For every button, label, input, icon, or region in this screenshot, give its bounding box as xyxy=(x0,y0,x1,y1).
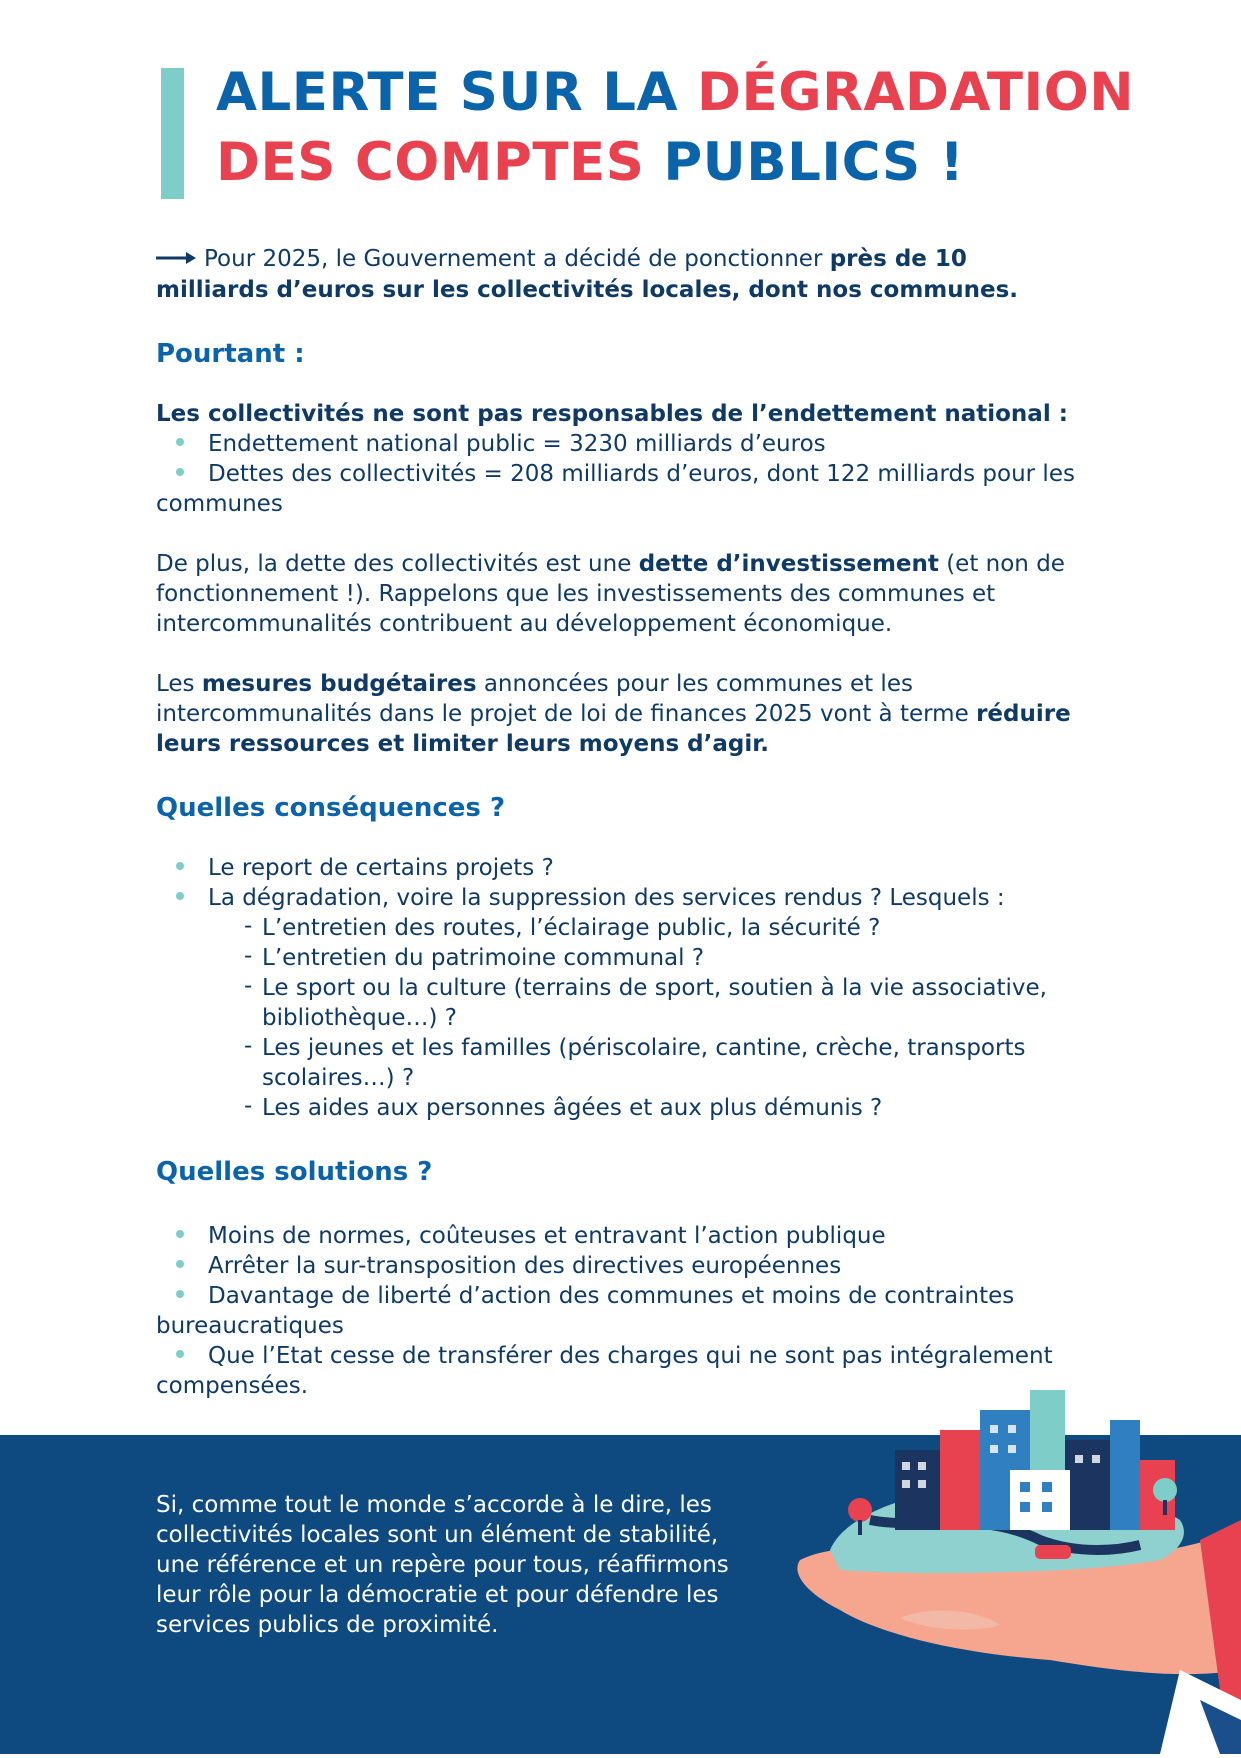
page-title: ALERTE SUR LA DÉGRADATION DES COMPTES PUBLICS ! xyxy=(216,62,1135,193)
sub-list-item: - Les jeunes et les familles (périscolaire, cantine, crèche, transports scolaires…) ? xyxy=(244,1032,1026,1091)
investment-paragraph: De plus, la dette des collectivités est une dette d’investissement (et non de fonctionnement !). Rappelons que les investissements des communes et intercommunalités contribuent au développement économique. xyxy=(156,550,1065,637)
bullet-icon xyxy=(176,892,184,900)
title-accent-bar xyxy=(161,68,184,199)
list-item: Moins de normes, coûteuses et entravant l’action publique xyxy=(156,1221,1076,1251)
pourtant-heading: Pourtant : xyxy=(156,338,305,369)
bullet-icon xyxy=(176,1260,184,1268)
intro-paragraph: Pour 2025, le Gouvernement a décidé de ponctionner près de 10 milliards d’euros sur les collectivités locales, dont nos communes. xyxy=(156,244,1076,305)
consequences-heading: Quelles conséquences ? xyxy=(156,792,506,823)
main-content xyxy=(156,244,1076,1401)
budget-paragraph: Les mesures budgétaires annoncées pour les communes et les intercommunalités dans le projet de loi de finances 2025 vont à terme réduire leurs ressources et limiter leurs moyens d’agir. xyxy=(156,670,1071,757)
sub-list-item: - Les aides aux personnes âgées et aux plus démunis ? xyxy=(244,1092,883,1121)
responsibility-statement: Les collectivités ne sont pas responsables de l’endettement national : xyxy=(156,400,1068,427)
bullet-icon xyxy=(176,1230,184,1238)
list-item: Dettes des collectivités = 208 milliards d’euros, dont 122 milliards pour les communes xyxy=(156,460,1075,517)
footer-text: Si, comme tout le monde s’accorde à le dire, les collectivités locales sont un élément de stabilité, une référence et un repère pour tous, réaffirmons leur rôle pour la démocratie et pour défendre les services publics de proximité. xyxy=(156,1492,729,1638)
city-in-hand-illustration xyxy=(780,1370,1241,1758)
list-item: Que l’Etat cesse de transférer des charges qui ne sont pas intégralement compensées. xyxy=(156,1342,1053,1399)
list-item: Arrêter la sur-transposition des directives européennes xyxy=(156,1251,1076,1281)
bullet-icon xyxy=(176,1290,184,1298)
solutions-heading: Quelles solutions ? xyxy=(156,1156,433,1187)
list-item: Davantage de liberté d’action des communes et moins de contraintes bureaucratiques xyxy=(156,1282,1015,1339)
bullet-icon xyxy=(176,1350,184,1358)
bullet-icon xyxy=(176,468,184,476)
sub-list-item: - L’entretien du patrimoine communal ? xyxy=(244,942,705,971)
right-arrow-icon xyxy=(156,242,196,272)
sub-list-item: - L’entretien des routes, l’éclairage public, la sécurité ? xyxy=(244,912,881,941)
consequences-list xyxy=(156,853,1076,1123)
list-item: Le report de certains projets ? xyxy=(156,853,1076,883)
sub-list-item: - Le sport ou la culture (terrains de sport, soutien à la vie associative, bibliothèque…) ? xyxy=(244,972,1047,1031)
bullet-icon xyxy=(176,438,184,446)
bullet-icon xyxy=(176,862,184,870)
list-item: Endettement national public = 3230 milliards d’euros xyxy=(156,429,1076,459)
list-item: La dégradation, voire la suppression des services rendus ? Lesquels : xyxy=(156,883,1076,913)
